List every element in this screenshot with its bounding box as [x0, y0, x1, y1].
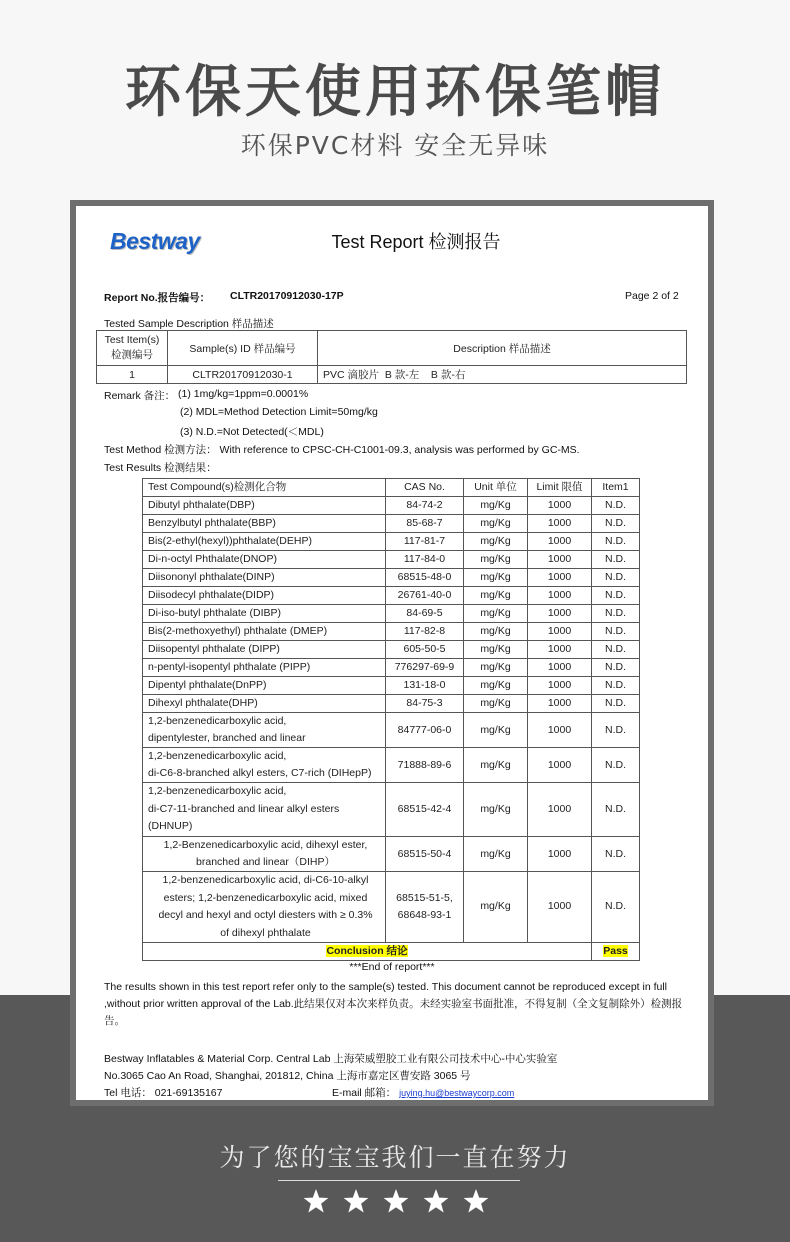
item1-cell: N.D.	[592, 569, 640, 587]
test-method: Test Method 检测方法： With reference to CPSC-CH-C1001-09.3, analysis was performed by GC-MS.	[104, 444, 580, 456]
limit-cell: 1000	[528, 497, 592, 515]
limit-cell: 1000	[528, 677, 592, 695]
item1-cell: N.D.	[592, 641, 640, 659]
table-row	[143, 695, 640, 713]
item1-cell: N.D.	[592, 677, 640, 695]
info-header-description: Description 样品描述	[318, 331, 687, 366]
sample-info-table	[96, 330, 687, 384]
limit-cell: 1000	[528, 748, 592, 783]
limit-cell: 1000	[528, 641, 592, 659]
headline: 环保天使用环保笔帽	[125, 60, 665, 125]
compound-cell: Dibutyl phthalate(DBP)	[143, 497, 386, 515]
info-item: 1	[97, 366, 168, 384]
star-icon	[464, 1189, 489, 1213]
unit-cell: mg/Kg	[464, 623, 528, 641]
unit-cell: mg/Kg	[464, 533, 528, 551]
limit-cell: 1000	[528, 623, 592, 641]
table-row	[143, 623, 640, 641]
limit-cell: 1000	[528, 569, 592, 587]
info-header-item: Test Item(s) 检测编号	[97, 331, 168, 366]
conclusion-value: Pass	[603, 945, 628, 957]
header-cas: CAS No.	[386, 479, 464, 497]
compound-cell: Benzylbutyl phthalate(BBP)	[143, 515, 386, 533]
info-header-sample: Sample(s) ID 样品编号	[168, 331, 318, 366]
slogan-divider	[278, 1180, 520, 1181]
cas-cell: 68515-48-0	[386, 569, 464, 587]
star-icon	[424, 1189, 449, 1213]
cas-cell: 68515-51-5, 68648-93-1	[386, 872, 464, 943]
item1-cell: N.D.	[592, 605, 640, 623]
cas-cell: 117-81-7	[386, 533, 464, 551]
unit-cell: mg/Kg	[464, 677, 528, 695]
limit-cell: 1000	[528, 515, 592, 533]
compound-cell: 1,2-benzenedicarboxylic acid, di-C7-11-branched and linear alkyl esters (DHNUP)	[143, 783, 386, 837]
item1-cell: N.D.	[592, 497, 640, 515]
unit-cell: mg/Kg	[464, 713, 528, 748]
cas-cell: 84-74-2	[386, 497, 464, 515]
lab-tel: Tel 电话： 021-69135167	[104, 1087, 223, 1099]
item1-cell: N.D.	[592, 872, 640, 943]
conclusion-value-cell	[592, 943, 640, 961]
report-no-label: Report No.报告编号：	[104, 292, 211, 304]
unit-cell: mg/Kg	[464, 605, 528, 623]
table-row	[143, 837, 640, 872]
unit-cell: mg/Kg	[464, 837, 528, 872]
star-icon	[344, 1189, 369, 1213]
remark-3: (3) N.D.=Not Detected(＜MDL)	[180, 426, 324, 438]
table-row	[143, 943, 640, 961]
compound-cell: Bis(2-methoxyethyl) phthalate (DMEP)	[143, 623, 386, 641]
report-title: Test Report 检测报告	[331, 232, 501, 252]
unit-cell: mg/Kg	[464, 587, 528, 605]
email-row	[332, 1085, 514, 1100]
subheadline: 环保PVC材料 安全无异味	[240, 131, 550, 160]
item1-cell: N.D.	[592, 837, 640, 872]
sample-desc-label: Tested Sample Description 样品描述	[104, 318, 274, 330]
table-row	[143, 677, 640, 695]
cas-cell: 605-50-5	[386, 641, 464, 659]
table-row	[143, 551, 640, 569]
compound-cell: Di-iso-butyl phthalate (DIBP)	[143, 605, 386, 623]
table-row	[143, 587, 640, 605]
end-of-report: ***End of report***	[349, 961, 435, 973]
compound-cell: 1,2-benzenedicarboxylic acid, di-C6-8-branched alkyl esters, C7-rich (DIHepP)	[143, 748, 386, 783]
compound-cell: Dihexyl phthalate(DHP)	[143, 695, 386, 713]
compound-cell: 1,2-benzenedicarboxylic acid, di-C6-10-alkyl esters; 1,2-benzenedicarboxylic acid, mixed decyl and hexyl and octyl diesters with ≥ 0.3% of dihexyl phthalate	[143, 872, 386, 943]
limit-cell: 1000	[528, 837, 592, 872]
table-row	[143, 713, 640, 748]
limit-cell: 1000	[528, 783, 592, 837]
item1-cell: N.D.	[592, 748, 640, 783]
item1-cell: N.D.	[592, 695, 640, 713]
limit-cell: 1000	[528, 551, 592, 569]
table-row	[143, 872, 640, 943]
cas-cell: 68515-50-4	[386, 837, 464, 872]
table-row	[143, 515, 640, 533]
cas-cell: 26761-40-0	[386, 587, 464, 605]
rating-stars	[296, 1182, 496, 1222]
lab-name: Bestway Inflatables & Material Corp. Central Lab 上海荣威塑胶工业有限公司技术中心-中心实验室	[104, 1053, 558, 1065]
lab-address: No.3065 Cao An Road, Shanghai, 201812, China 上海市嘉定区曹安路 3065 号	[104, 1070, 471, 1082]
conclusion-cell	[143, 943, 592, 961]
header-item1: Item1	[592, 479, 640, 497]
item1-cell: N.D.	[592, 623, 640, 641]
unit-cell: mg/Kg	[464, 748, 528, 783]
cas-cell: 84-69-5	[386, 605, 464, 623]
cas-cell: 85-68-7	[386, 515, 464, 533]
limit-cell: 1000	[528, 605, 592, 623]
unit-cell: mg/Kg	[464, 641, 528, 659]
cas-cell: 117-82-8	[386, 623, 464, 641]
disclaimer: The results shown in this test report refer only to the sample(s) tested. This document cannot be reproduced except in full ,without prior written approval of the Lab.此结果仅对本次来样负责。未经实验室书面批准，不得复制（全文复制除外）检测报告。	[104, 981, 683, 1027]
table-row	[143, 533, 640, 551]
header-compound: Test Compound(s)检测化合物	[143, 479, 386, 497]
item1-cell: N.D.	[592, 533, 640, 551]
compound-cell: Dipentyl phthalate(DnPP)	[143, 677, 386, 695]
report-document	[76, 206, 708, 1100]
cas-cell: 84777-06-0	[386, 713, 464, 748]
cas-cell: 84-75-3	[386, 695, 464, 713]
table-row	[143, 479, 640, 497]
report-frame	[70, 200, 714, 1106]
compound-cell: 1,2-Benzenedicarboxylic acid, dihexyl ester, branched and linear（DIHP）	[143, 837, 386, 872]
item1-cell: N.D.	[592, 659, 640, 677]
item1-cell: N.D.	[592, 783, 640, 837]
cas-cell: 776297-69-9	[386, 659, 464, 677]
table-row	[143, 605, 640, 623]
unit-cell: mg/Kg	[464, 872, 528, 943]
table-row	[143, 569, 640, 587]
compound-cell: Diisodecyl phthalate(DIDP)	[143, 587, 386, 605]
item1-cell: N.D.	[592, 515, 640, 533]
unit-cell: mg/Kg	[464, 695, 528, 713]
info-description: PVC 滴胶片 B 款-左 B 款-右	[318, 366, 687, 384]
unit-cell: mg/Kg	[464, 783, 528, 837]
results-table	[142, 478, 640, 961]
star-icon	[384, 1189, 409, 1213]
item1-cell: N.D.	[592, 587, 640, 605]
bestway-logo: Bestway	[110, 228, 200, 254]
limit-cell: 1000	[528, 587, 592, 605]
compound-cell: Diisononyl phthalate(DINP)	[143, 569, 386, 587]
item1-cell: N.D.	[592, 551, 640, 569]
compound-cell: 1,2-benzenedicarboxylic acid, dipentylester, branched and linear	[143, 713, 386, 748]
compound-cell: Diisopentyl phthalate (DIPP)	[143, 641, 386, 659]
cas-cell: 131-18-0	[386, 677, 464, 695]
remark-1: (1) 1mg/kg=1ppm=0.0001%	[178, 388, 309, 400]
unit-cell: mg/Kg	[464, 551, 528, 569]
table-row	[143, 497, 640, 515]
compound-cell: n-pentyl-isopentyl phthalate (PIPP)	[143, 659, 386, 677]
limit-cell: 1000	[528, 713, 592, 748]
table-row	[143, 641, 640, 659]
compound-cell: Di-n-octyl Phthalate(DNOP)	[143, 551, 386, 569]
remark-label: Remark 备注：	[104, 390, 176, 402]
remark-2: (2) MDL=Method Detection Limit=50mg/kg	[180, 406, 378, 418]
test-results-label: Test Results 检测结果：	[104, 462, 217, 474]
page-number: Page 2 of 2	[625, 290, 679, 302]
unit-cell: mg/Kg	[464, 497, 528, 515]
star-icon	[304, 1189, 329, 1213]
report-no: CLTR20170912030-17P	[230, 290, 344, 302]
conclusion-label: Conclusion 结论	[326, 945, 408, 957]
table-row	[143, 659, 640, 677]
unit-cell: mg/Kg	[464, 515, 528, 533]
info-sample-id: CLTR20170912030-1	[168, 366, 318, 384]
limit-cell: 1000	[528, 872, 592, 943]
cas-cell: 68515-42-4	[386, 783, 464, 837]
limit-cell: 1000	[528, 695, 592, 713]
header-limit: Limit 限值	[528, 479, 592, 497]
limit-cell: 1000	[528, 659, 592, 677]
header-unit: Unit 单位	[464, 479, 528, 497]
cas-cell: 117-84-0	[386, 551, 464, 569]
cas-cell: 71888-89-6	[386, 748, 464, 783]
item1-cell: N.D.	[592, 713, 640, 748]
email-label: E-mail 邮箱：	[332, 1087, 397, 1099]
slogan: 为了您的宝宝我们一直在努力	[219, 1143, 571, 1172]
table-row	[97, 366, 687, 384]
table-row	[143, 748, 640, 783]
email-link[interactable]: juying.hu@bestwaycorp.com	[399, 1088, 515, 1098]
unit-cell: mg/Kg	[464, 569, 528, 587]
compound-cell: Bis(2-ethyl(hexyl))phthalate(DEHP)	[143, 533, 386, 551]
unit-cell: mg/Kg	[464, 659, 528, 677]
limit-cell: 1000	[528, 533, 592, 551]
table-row	[143, 783, 640, 837]
table-row	[97, 331, 687, 366]
